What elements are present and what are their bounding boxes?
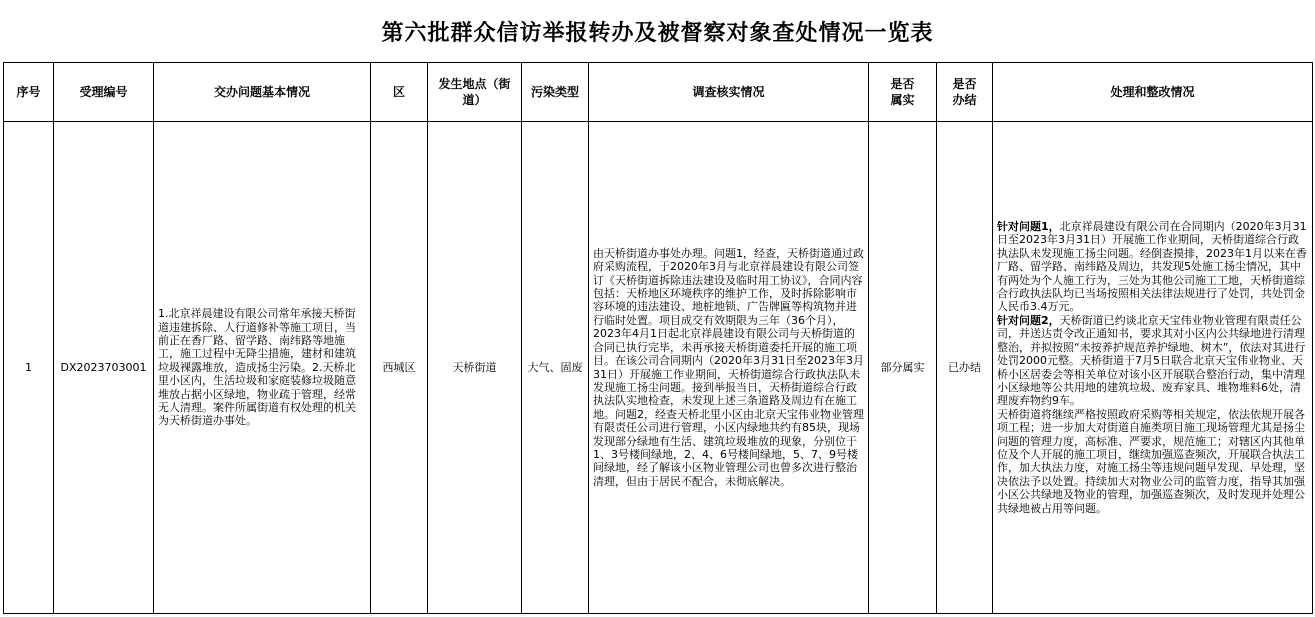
document-title: 第六批群众信访举报转办及被督察对象查处情况一览表: [381, 19, 934, 46]
table-row: [4, 122, 1313, 614]
cell-handling: [993, 122, 1313, 614]
cell-is-true: 部分属实: [869, 122, 937, 614]
cell-location: 天桥街道: [428, 122, 522, 614]
cell-seq: 1: [4, 122, 54, 614]
handling-tail: 天桥街道将继续严格按照政府采购等相关规定，依法依规开展各项工程；进一步加大对街道自施类项目施工现场管理尤其是扬尘问题的管理力度，高标准、严要求，规范施工；对辖区内其他单位及个人开展的施工项目，继续加强巡查频次，开展联合执法工作，加大执法力度，对施工扬尘等违规问题早发现、早处理，坚决依法予以处置。持续加大对物业公司的监管力度，指导其加强小区公共绿地及物业的管理，加强巡查频次，及时发现并处理公共绿地被占用等问题。: [997, 407, 1305, 515]
handling-label-1: 针对问题1，: [997, 220, 1060, 234]
header-seq: 序号: [4, 63, 54, 122]
case-table: [3, 62, 1313, 614]
header-is-true: 是否属实: [869, 63, 937, 122]
cell-problem: 1.北京祥晨建设有限公司常年承接天桥街道违建拆除、人行道修补等施工项目，当前正在香厂路、留学路、南纬路等地施工，施工过程中无降尘措施，建材和建筑垃圾裸露堆放，造成扬尘污染。2.天桥北里小区内，生活垃圾和家庭装修垃圾随意堆放占据小区绿地，物业疏于管理，经常无人清理。案件所属街道有权处理的机关为天桥街道办事处。: [154, 122, 371, 614]
header-case-no: 受理编号: [54, 63, 154, 122]
header-is-closed: 是否办结: [937, 63, 993, 122]
cell-pollution: 大气、固废: [522, 122, 589, 614]
cell-district: 西城区: [371, 122, 428, 614]
header-district: 区: [371, 63, 428, 122]
header-handling: 处理和整改情况: [993, 63, 1313, 122]
handling-text-2: 天桥街道已约谈北京天宝伟业物业管理有限责任公司，并送达责令改正通知书，要求其对小区内公共绿地进行清理整治，并拟按照“未按养护规范养护绿地、树木”，依法对其进行处罚2000元整。天桥街道于7月5日联合北京天宝伟业物业、天桥小区居委会等相关单位对该小区开展联合整治行动，集中清理小区绿地等公共用地的建筑垃圾、废弃家具、堆物堆料6处，清理废弃物约9车。: [997, 313, 1306, 408]
cell-investigation: 由天桥街道办事处办理。问题1，经查，天桥街道通过政府采购流程，于2020年3月与北京祥晨建设有限公司签订《天桥街道拆除违法建设及临时用工协议》，合同内容包括：天桥地区环境秩序的维护工作，及时拆除影响市容环境的违法建设、地桩地锁、广告牌匾等构筑物并进行临时处置。项目成交有效期限为三年（36个月），2023年4月1日起北京祥晨建设有限公司与天桥街道的合同已执行完毕，未再承接天桥街道委托开展的施工项目。在该公司合同期内（2020年3月31日至2023年3月31日）开展施工作业期间，天桥街道综合行政执法队未发现施工扬尘问题。接到举报当日，天桥街道综合行政执法队实地检查，未发现上述三条道路及周边有在施工地。问题2，经查天桥北里小区由北京天宝伟业物业管理有限责任公司进行管理，小区内绿地共约有85块，现场发现部分绿地有生活、建筑垃圾堆放的现象，分别位于1、3号楼间绿地，2、4、6号楼间绿地，5、7、9号楼间绿地，经了解该小区物业管理公司也曾多次进行整治清理，但由于居民不配合，未彻底解决。: [589, 122, 869, 614]
header-location: 发生地点（街道）: [428, 63, 522, 122]
table-header-row: [4, 63, 1313, 122]
header-pollution: 污染类型: [522, 63, 589, 122]
cell-is-closed: 已办结: [937, 122, 993, 614]
header-investigation: 调查核实情况: [589, 63, 869, 122]
cell-case-no: DX2023703001: [54, 122, 154, 614]
handling-text-1: 北京祥晨建设有限公司在合同期内（2020年3月31日至2023年3月31日）开展施工作业期间，天桥街道综合行政执法队未发现施工扬尘问题。经倒查摸排，2023年1月以来在香厂路、留学路、南纬路及周边，共发现5处施工扬尘情况，其中有两处为个人施工行为，三处为其他公司施工工地，天桥街道综合行政执法队均已当场按照相关法律法规进行了处罚，共处罚金人民币3.4万元。: [997, 220, 1307, 314]
header-problem: 交办问题基本情况: [154, 63, 371, 122]
handling-label-2: 针对问题2，: [997, 313, 1060, 327]
